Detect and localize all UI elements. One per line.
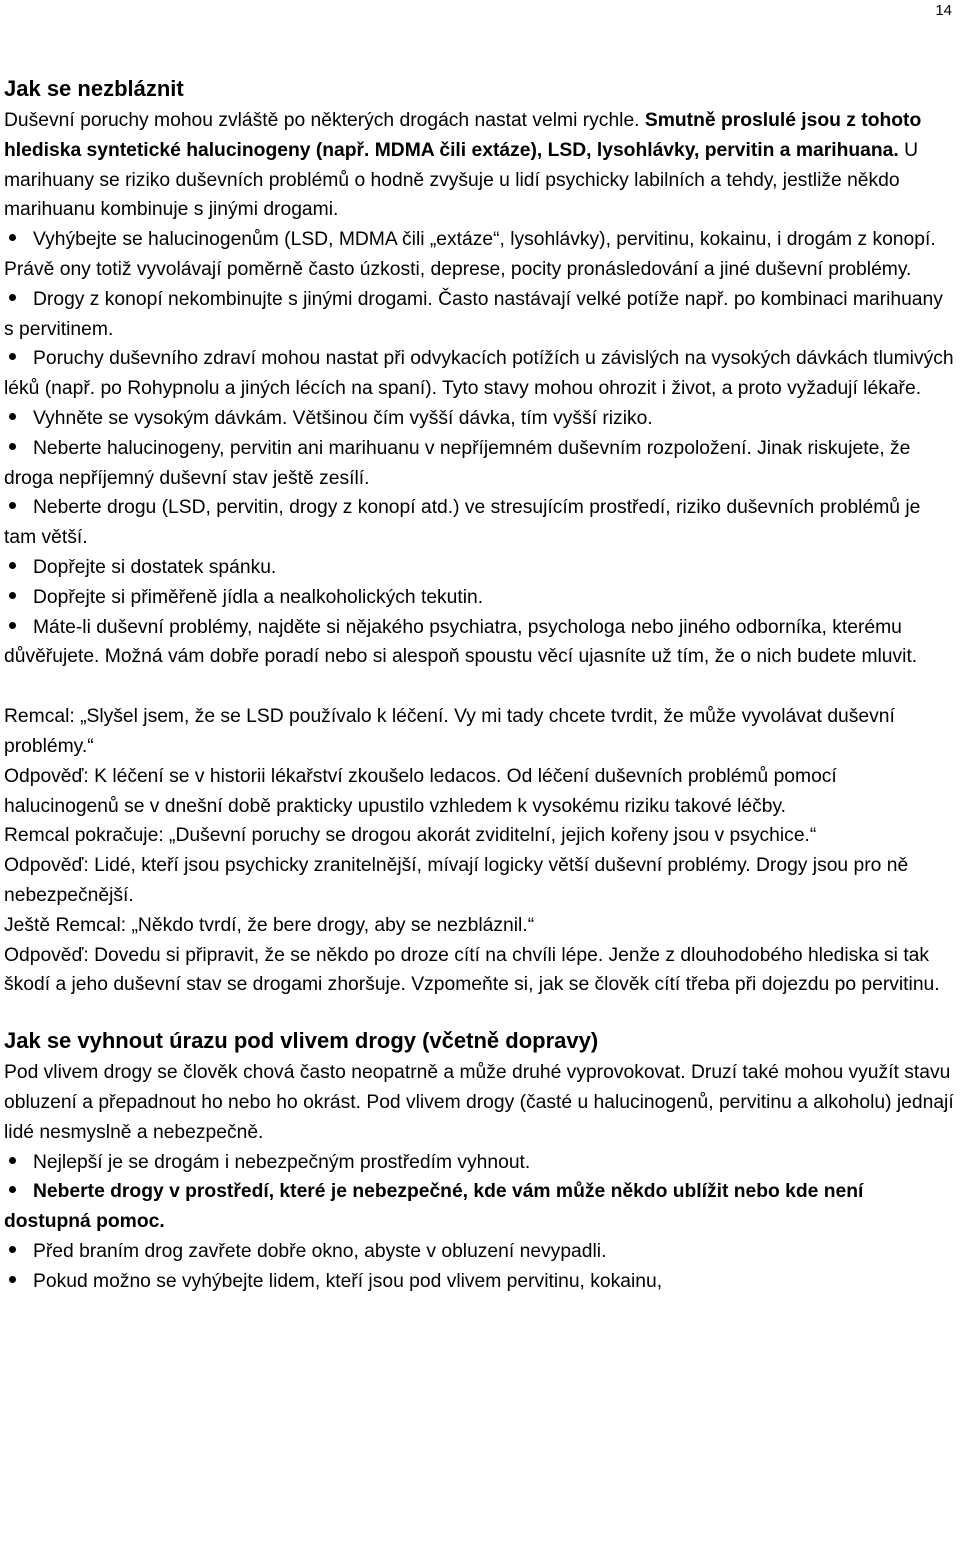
list-item — [4, 583, 954, 613]
list-item-text: Neberte halucinogeny, pervitin ani marihuanu v nepříjemném duševním rozpoložení. Jinak riskujete, že droga nepříjemný duševní stav ještě zesílí. — [4, 437, 911, 489]
spacer — [4, 1000, 954, 1024]
intro-text: Duševní poruchy mohou zvláště po některých drogách nastat velmi rychle. — [4, 110, 645, 131]
list-item — [4, 225, 954, 285]
list-item-text: Vyhněte se vysokým dávkám. Většinou čím vyšší dávka, tím vyšší riziko. — [33, 407, 653, 429]
list-item-text: Dopřejte si přiměřeně jídla a nealkoholických tekutin. — [33, 586, 484, 608]
dialogue-line: Remcal pokračuje: „Duševní poruchy se drogou akorát zviditelní, jejich kořeny jsou v psychice.“ — [4, 825, 817, 847]
list-item-text: Drogy z konopí nekombinujte s jinými drogami. Často nastávají velké potíže např. po kombinaci marihuany s pervitinem. — [4, 288, 943, 340]
list-item — [4, 1177, 954, 1237]
section-heading-mental-health: Jak se nezbláznit — [4, 76, 184, 101]
dialogue-line: Odpověď: Dovedu si připravit, že se někdo po droze cítí na chvíli lépe. Jenže z dlouhodobého hlediska si tak škodí a jeho duševní stav se drogami zhoršuje. Vzpomeňte si, jak se člověk cítí třeba při dojezdu po pervitinu. — [4, 944, 940, 996]
dialogue-line: Remcal: „Slyšel jsem, že se LSD používalo k léčení. Vy mi tady chcete tvrdit, že může vyvolávat duševní problémy.“ — [4, 706, 895, 757]
list-item-text: Před braním drog zavřete dobře okno, abyste v obluzení nevypadli. — [33, 1240, 607, 1262]
list-item — [4, 344, 954, 404]
intro-bold-text: Smutně proslulé jsou z tohoto hlediska syntetické halucinogeny (např. MDMA čili extáze), LSD, lysohlávky, pervitin a marihuana. — [4, 110, 922, 161]
advice-list — [4, 225, 954, 672]
list-item — [4, 1148, 954, 1178]
list-item — [4, 493, 954, 553]
list-item-text: Neberte drogy v prostředí, které je nebezpečné, kde vám může někdo ublížit nebo kde není dostupná pomoc. — [4, 1181, 864, 1233]
document-body — [4, 72, 954, 1296]
dialogue-line: Odpověď: Lidé, kteří jsou psychicky zranitelnější, mívají logicky větší duševní problémy. Drogy jsou pro ně nebezpečnější. — [4, 855, 909, 906]
section-heading-injury: Jak se vyhnout úrazu pod vlivem drogy (včetně dopravy) — [4, 1028, 599, 1054]
list-item — [4, 404, 954, 434]
list-item — [4, 434, 954, 494]
list-item-text: Neberte drogu (LSD, pervitin, drogy z konopí atd.) ve stresujícím prostředí, riziko duševních problémů je tam větší. — [4, 497, 921, 549]
list-item — [4, 553, 954, 583]
dialogue-line: Ještě Remcal: „Někdo tvrdí, že bere drogy, aby se nezbláznil.“ — [4, 914, 535, 936]
list-item-text: Vyhýbejte se halucinogenům (LSD, MDMA čili „extáze“, lysohlávky), pervitinu, kokainu, i drogám z konopí. Právě ony totiž vyvolávají poměrně často úzkosti, deprese, pocity pronásledování a jiné duševní problémy. — [4, 229, 936, 280]
list-item — [4, 285, 954, 345]
list-item-text: Nejlepší je se drogám i nebezpečným prostředím vyhnout. — [33, 1151, 531, 1173]
intro-rest-text: U marihuany se riziko duševních problémů o hodně zvyšuje u lidí psychicky labilních a tehdy, jestliže někdo marihuanu kombinuje s jinými drogami. — [4, 139, 918, 221]
list-item-text: Pokud možno se vyhýbejte lidem, kteří jsou pod vlivem pervitinu, kokainu, — [33, 1270, 663, 1292]
spacer — [4, 672, 954, 702]
intro-paragraph — [4, 106, 954, 225]
list-item — [4, 1267, 954, 1297]
list-item — [4, 613, 954, 673]
list-item — [4, 1237, 954, 1267]
dialogue-line: Odpověď: K léčení se v historii lékařství zkoušelo ledacos. Od léčení duševních problémů pomocí halucinogenů se v dnešní době prakticky upustilo vzhledem k vysokému riziku takové léčby. — [4, 765, 837, 817]
list-item-text: Dopřejte si dostatek spánku. — [33, 556, 277, 578]
injury-intro-paragraph: Pod vlivem drogy se člověk chová často neopatrně a může druhé vyprovokovat. Druzí také mohou využít stavu obluzení a přepadnout ho nebo ho okrást. Pod vlivem drogy (časté u halucinogenů, pervitinu a alkoholu) jednají lidé nesmyslně a nebezpečně. — [4, 1062, 954, 1143]
list-item-text: Máte-li duševní problémy, najděte si nějakého psychiatra, psychologa nebo jiného odborníka, kterému důvěřujete. Možná vám dobře poradí nebo si alespoň spoustu věcí ujasníte už tím, že o nich budete mluvit. — [4, 616, 918, 668]
page-number: 14 — [935, 2, 952, 19]
injury-advice-list — [4, 1148, 954, 1297]
list-item-text: Poruchy duševního zdraví mohou nastat při odvykacích potížích u závislých na vysokých dávkách tlumivých léků (např. po Rohypnolu a jiných lécích na spaní). Tyto stavy mohou ohrozit i život, a proto vyžadují lékaře. — [4, 348, 954, 400]
